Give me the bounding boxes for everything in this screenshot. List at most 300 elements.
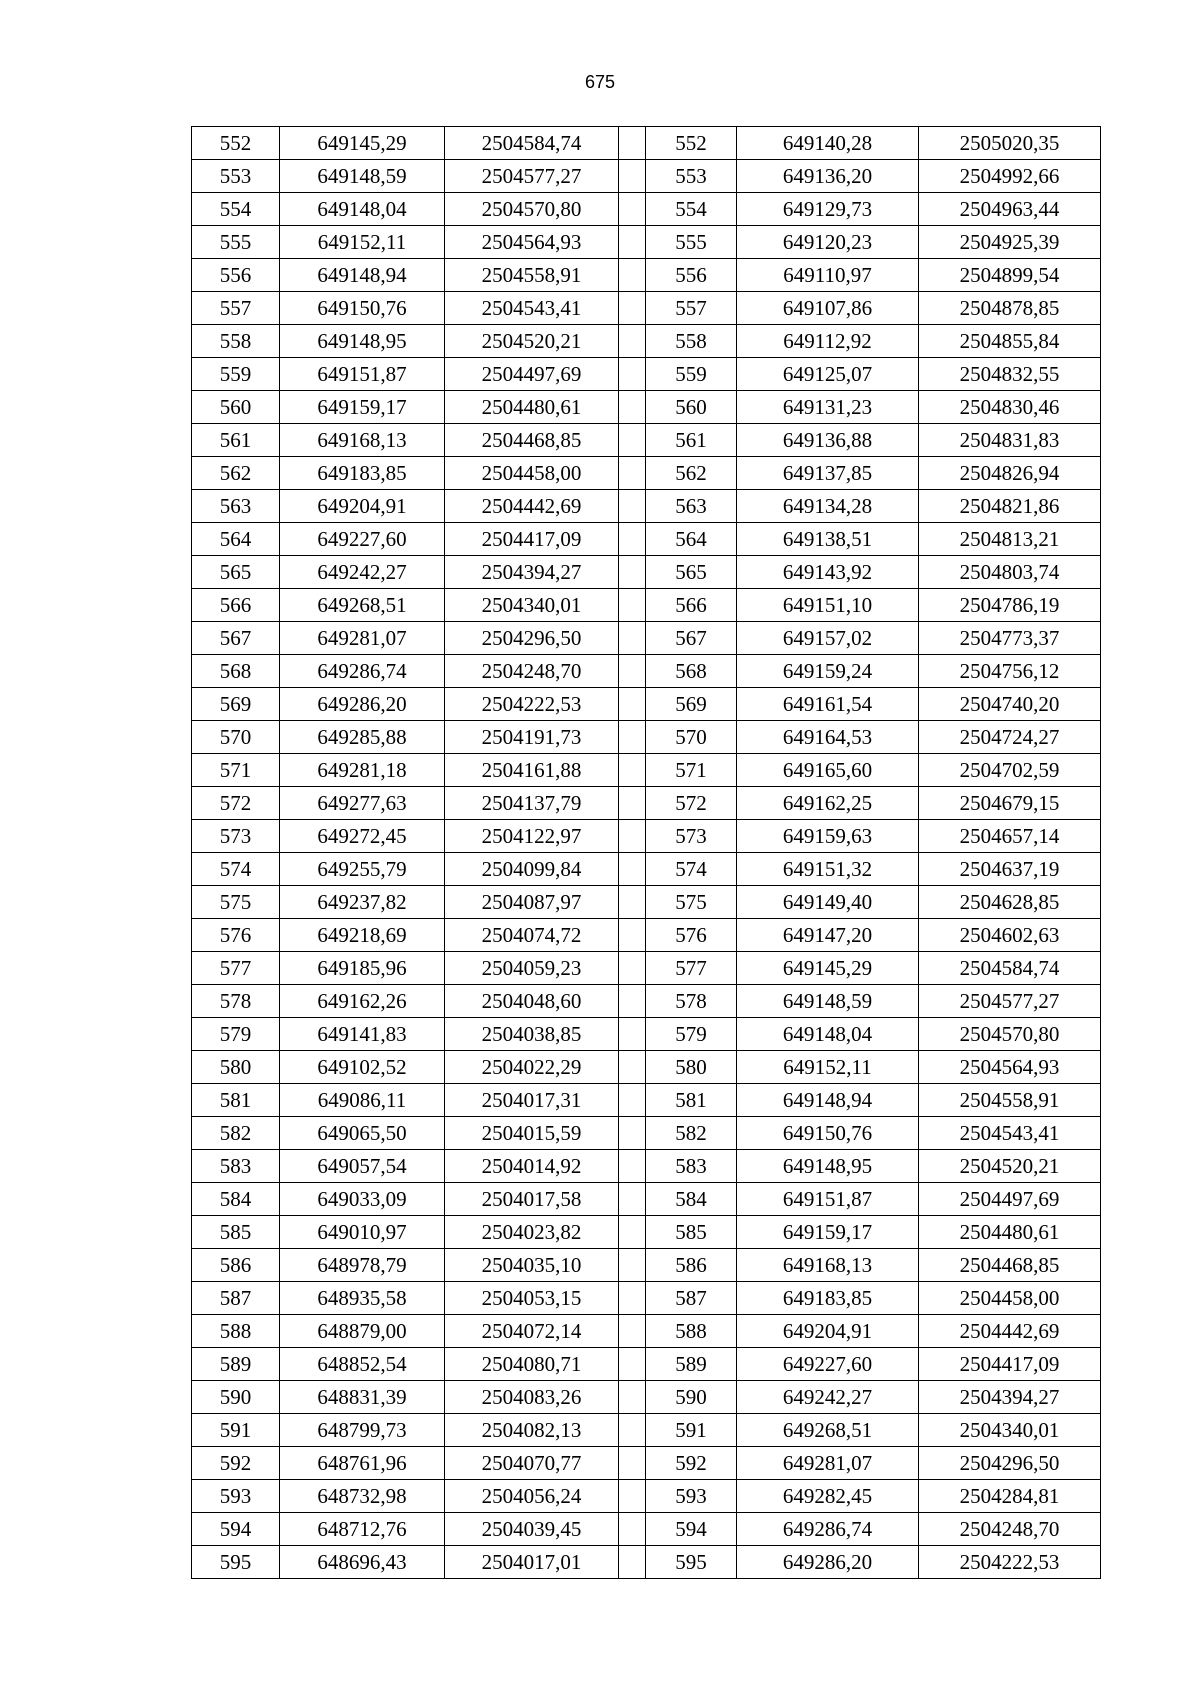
right-y-coordinate-cell: 2504296,50 xyxy=(919,1447,1101,1480)
table-row xyxy=(192,1018,1101,1051)
right-y-coordinate-cell: 2505020,35 xyxy=(919,127,1101,160)
left-x-coordinate-cell: 649057,54 xyxy=(280,1150,445,1183)
table-row xyxy=(192,490,1101,523)
right-y-coordinate-cell: 2504628,85 xyxy=(919,886,1101,919)
left-x-coordinate-cell: 649218,69 xyxy=(280,919,445,952)
right-x-coordinate-cell: 649137,85 xyxy=(737,457,919,490)
table-row xyxy=(192,919,1101,952)
separator-cell xyxy=(619,688,646,721)
left-y-coordinate-cell: 2504340,01 xyxy=(445,589,619,622)
right-point-number-cell: 584 xyxy=(646,1183,737,1216)
left-y-coordinate-cell: 2504017,31 xyxy=(445,1084,619,1117)
right-y-coordinate-cell: 2504637,19 xyxy=(919,853,1101,886)
left-y-coordinate-cell: 2504137,79 xyxy=(445,787,619,820)
left-x-coordinate-cell: 649150,76 xyxy=(280,292,445,325)
table-row xyxy=(192,325,1101,358)
left-point-number-cell: 569 xyxy=(192,688,280,721)
right-x-coordinate-cell: 649183,85 xyxy=(737,1282,919,1315)
left-x-coordinate-cell: 649168,13 xyxy=(280,424,445,457)
right-point-number-cell: 579 xyxy=(646,1018,737,1051)
table-row xyxy=(192,226,1101,259)
left-x-coordinate-cell: 648852,54 xyxy=(280,1348,445,1381)
left-x-coordinate-cell: 649204,91 xyxy=(280,490,445,523)
separator-cell xyxy=(619,1249,646,1282)
right-point-number-cell: 578 xyxy=(646,985,737,1018)
left-x-coordinate-cell: 649281,18 xyxy=(280,754,445,787)
separator-cell xyxy=(619,358,646,391)
right-x-coordinate-cell: 649165,60 xyxy=(737,754,919,787)
page-number: 675 xyxy=(584,72,616,92)
right-x-coordinate-cell: 649157,02 xyxy=(737,622,919,655)
right-point-number-cell: 582 xyxy=(646,1117,737,1150)
coordinates-table xyxy=(191,126,1101,1579)
right-y-coordinate-cell: 2504679,15 xyxy=(919,787,1101,820)
right-point-number-cell: 554 xyxy=(646,193,737,226)
right-x-coordinate-cell: 649129,73 xyxy=(737,193,919,226)
left-x-coordinate-cell: 648978,79 xyxy=(280,1249,445,1282)
left-x-coordinate-cell: 649277,63 xyxy=(280,787,445,820)
table-row xyxy=(192,1381,1101,1414)
left-x-coordinate-cell: 649286,74 xyxy=(280,655,445,688)
right-y-coordinate-cell: 2504520,21 xyxy=(919,1150,1101,1183)
separator-cell xyxy=(619,160,646,193)
right-y-coordinate-cell: 2504786,19 xyxy=(919,589,1101,622)
separator-cell xyxy=(619,589,646,622)
separator-cell xyxy=(619,820,646,853)
left-y-coordinate-cell: 2504296,50 xyxy=(445,622,619,655)
left-y-coordinate-cell: 2504056,24 xyxy=(445,1480,619,1513)
left-point-number-cell: 592 xyxy=(192,1447,280,1480)
left-point-number-cell: 564 xyxy=(192,523,280,556)
right-y-coordinate-cell: 2504756,12 xyxy=(919,655,1101,688)
left-x-coordinate-cell: 649148,04 xyxy=(280,193,445,226)
left-point-number-cell: 591 xyxy=(192,1414,280,1447)
right-x-coordinate-cell: 649136,20 xyxy=(737,160,919,193)
right-y-coordinate-cell: 2504855,84 xyxy=(919,325,1101,358)
right-point-number-cell: 556 xyxy=(646,259,737,292)
separator-cell xyxy=(619,1084,646,1117)
left-point-number-cell: 589 xyxy=(192,1348,280,1381)
separator-cell xyxy=(619,1183,646,1216)
right-x-coordinate-cell: 649107,86 xyxy=(737,292,919,325)
right-x-coordinate-cell: 649125,07 xyxy=(737,358,919,391)
table-row xyxy=(192,589,1101,622)
table-row xyxy=(192,160,1101,193)
left-y-coordinate-cell: 2504564,93 xyxy=(445,226,619,259)
left-y-coordinate-cell: 2504083,26 xyxy=(445,1381,619,1414)
left-x-coordinate-cell: 649183,85 xyxy=(280,457,445,490)
right-x-coordinate-cell: 649282,45 xyxy=(737,1480,919,1513)
left-y-coordinate-cell: 2504035,10 xyxy=(445,1249,619,1282)
left-y-coordinate-cell: 2504080,71 xyxy=(445,1348,619,1381)
left-point-number-cell: 572 xyxy=(192,787,280,820)
right-point-number-cell: 575 xyxy=(646,886,737,919)
separator-cell xyxy=(619,457,646,490)
left-point-number-cell: 555 xyxy=(192,226,280,259)
separator-cell xyxy=(619,622,646,655)
left-x-coordinate-cell: 649148,94 xyxy=(280,259,445,292)
separator-cell xyxy=(619,985,646,1018)
left-y-coordinate-cell: 2504048,60 xyxy=(445,985,619,1018)
right-x-coordinate-cell: 649152,11 xyxy=(737,1051,919,1084)
left-point-number-cell: 584 xyxy=(192,1183,280,1216)
left-y-coordinate-cell: 2504161,88 xyxy=(445,754,619,787)
left-point-number-cell: 557 xyxy=(192,292,280,325)
left-x-coordinate-cell: 649102,52 xyxy=(280,1051,445,1084)
left-y-coordinate-cell: 2504222,53 xyxy=(445,688,619,721)
right-x-coordinate-cell: 649110,97 xyxy=(737,259,919,292)
separator-cell xyxy=(619,1051,646,1084)
left-point-number-cell: 563 xyxy=(192,490,280,523)
left-y-coordinate-cell: 2504099,84 xyxy=(445,853,619,886)
separator-cell xyxy=(619,1414,646,1447)
separator-cell xyxy=(619,1282,646,1315)
left-point-number-cell: 575 xyxy=(192,886,280,919)
right-point-number-cell: 591 xyxy=(646,1414,737,1447)
left-y-coordinate-cell: 2504543,41 xyxy=(445,292,619,325)
right-y-coordinate-cell: 2504284,81 xyxy=(919,1480,1101,1513)
separator-cell xyxy=(619,391,646,424)
right-x-coordinate-cell: 649227,60 xyxy=(737,1348,919,1381)
left-point-number-cell: 587 xyxy=(192,1282,280,1315)
left-point-number-cell: 595 xyxy=(192,1546,280,1579)
right-x-coordinate-cell: 649120,23 xyxy=(737,226,919,259)
left-point-number-cell: 573 xyxy=(192,820,280,853)
left-y-coordinate-cell: 2504074,72 xyxy=(445,919,619,952)
right-x-coordinate-cell: 649204,91 xyxy=(737,1315,919,1348)
right-x-coordinate-cell: 649138,51 xyxy=(737,523,919,556)
right-y-coordinate-cell: 2504564,93 xyxy=(919,1051,1101,1084)
left-x-coordinate-cell: 649268,51 xyxy=(280,589,445,622)
right-y-coordinate-cell: 2504602,63 xyxy=(919,919,1101,952)
left-point-number-cell: 560 xyxy=(192,391,280,424)
right-y-coordinate-cell: 2504497,69 xyxy=(919,1183,1101,1216)
table-row xyxy=(192,259,1101,292)
left-y-coordinate-cell: 2504087,97 xyxy=(445,886,619,919)
right-x-coordinate-cell: 649145,29 xyxy=(737,952,919,985)
separator-cell xyxy=(619,787,646,820)
right-x-coordinate-cell: 649242,27 xyxy=(737,1381,919,1414)
table-row xyxy=(192,457,1101,490)
right-x-coordinate-cell: 649148,04 xyxy=(737,1018,919,1051)
left-x-coordinate-cell: 649065,50 xyxy=(280,1117,445,1150)
left-y-coordinate-cell: 2504480,61 xyxy=(445,391,619,424)
right-point-number-cell: 562 xyxy=(646,457,737,490)
left-y-coordinate-cell: 2504017,01 xyxy=(445,1546,619,1579)
left-x-coordinate-cell: 649010,97 xyxy=(280,1216,445,1249)
right-point-number-cell: 592 xyxy=(646,1447,737,1480)
right-x-coordinate-cell: 649136,88 xyxy=(737,424,919,457)
table-row xyxy=(192,292,1101,325)
left-point-number-cell: 580 xyxy=(192,1051,280,1084)
right-y-coordinate-cell: 2504442,69 xyxy=(919,1315,1101,1348)
left-point-number-cell: 566 xyxy=(192,589,280,622)
right-y-coordinate-cell: 2504248,70 xyxy=(919,1513,1101,1546)
separator-cell xyxy=(619,886,646,919)
left-x-coordinate-cell: 649145,29 xyxy=(280,127,445,160)
right-x-coordinate-cell: 649268,51 xyxy=(737,1414,919,1447)
right-x-coordinate-cell: 649147,20 xyxy=(737,919,919,952)
left-point-number-cell: 565 xyxy=(192,556,280,589)
left-y-coordinate-cell: 2504039,45 xyxy=(445,1513,619,1546)
left-y-coordinate-cell: 2504394,27 xyxy=(445,556,619,589)
left-x-coordinate-cell: 649148,59 xyxy=(280,160,445,193)
right-point-number-cell: 588 xyxy=(646,1315,737,1348)
left-point-number-cell: 571 xyxy=(192,754,280,787)
table-row xyxy=(192,1150,1101,1183)
table-row xyxy=(192,523,1101,556)
left-x-coordinate-cell: 648935,58 xyxy=(280,1282,445,1315)
right-y-coordinate-cell: 2504826,94 xyxy=(919,457,1101,490)
right-y-coordinate-cell: 2504543,41 xyxy=(919,1117,1101,1150)
right-y-coordinate-cell: 2504832,55 xyxy=(919,358,1101,391)
left-point-number-cell: 556 xyxy=(192,259,280,292)
table-row xyxy=(192,886,1101,919)
right-x-coordinate-cell: 649168,13 xyxy=(737,1249,919,1282)
right-x-coordinate-cell: 649161,54 xyxy=(737,688,919,721)
right-x-coordinate-cell: 649140,28 xyxy=(737,127,919,160)
table-row xyxy=(192,556,1101,589)
right-y-coordinate-cell: 2504558,91 xyxy=(919,1084,1101,1117)
left-y-coordinate-cell: 2504570,80 xyxy=(445,193,619,226)
table-row xyxy=(192,721,1101,754)
separator-cell xyxy=(619,1546,646,1579)
right-x-coordinate-cell: 649286,20 xyxy=(737,1546,919,1579)
right-point-number-cell: 581 xyxy=(646,1084,737,1117)
right-point-number-cell: 594 xyxy=(646,1513,737,1546)
left-point-number-cell: 562 xyxy=(192,457,280,490)
table-row xyxy=(192,985,1101,1018)
right-x-coordinate-cell: 649286,74 xyxy=(737,1513,919,1546)
table-row xyxy=(192,193,1101,226)
table-row xyxy=(192,1414,1101,1447)
left-point-number-cell: 577 xyxy=(192,952,280,985)
left-point-number-cell: 578 xyxy=(192,985,280,1018)
left-y-coordinate-cell: 2504577,27 xyxy=(445,160,619,193)
left-point-number-cell: 552 xyxy=(192,127,280,160)
right-point-number-cell: 576 xyxy=(646,919,737,952)
right-x-coordinate-cell: 649159,63 xyxy=(737,820,919,853)
left-y-coordinate-cell: 2504417,09 xyxy=(445,523,619,556)
right-point-number-cell: 595 xyxy=(646,1546,737,1579)
left-y-coordinate-cell: 2504584,74 xyxy=(445,127,619,160)
right-y-coordinate-cell: 2504740,20 xyxy=(919,688,1101,721)
right-x-coordinate-cell: 649281,07 xyxy=(737,1447,919,1480)
left-y-coordinate-cell: 2504023,82 xyxy=(445,1216,619,1249)
left-x-coordinate-cell: 649151,87 xyxy=(280,358,445,391)
right-point-number-cell: 583 xyxy=(646,1150,737,1183)
separator-cell xyxy=(619,1315,646,1348)
table-row xyxy=(192,952,1101,985)
left-x-coordinate-cell: 648712,76 xyxy=(280,1513,445,1546)
right-point-number-cell: 557 xyxy=(646,292,737,325)
right-point-number-cell: 577 xyxy=(646,952,737,985)
separator-cell xyxy=(619,556,646,589)
right-y-coordinate-cell: 2504899,54 xyxy=(919,259,1101,292)
right-x-coordinate-cell: 649159,17 xyxy=(737,1216,919,1249)
right-point-number-cell: 566 xyxy=(646,589,737,622)
right-point-number-cell: 570 xyxy=(646,721,737,754)
separator-cell xyxy=(619,1150,646,1183)
left-y-coordinate-cell: 2504038,85 xyxy=(445,1018,619,1051)
table-row xyxy=(192,391,1101,424)
table-row xyxy=(192,424,1101,457)
left-point-number-cell: 553 xyxy=(192,160,280,193)
right-point-number-cell: 568 xyxy=(646,655,737,688)
left-y-coordinate-cell: 2504017,58 xyxy=(445,1183,619,1216)
left-point-number-cell: 579 xyxy=(192,1018,280,1051)
right-point-number-cell: 564 xyxy=(646,523,737,556)
left-x-coordinate-cell: 649237,82 xyxy=(280,886,445,919)
left-point-number-cell: 559 xyxy=(192,358,280,391)
right-y-coordinate-cell: 2504417,09 xyxy=(919,1348,1101,1381)
table-row xyxy=(192,1513,1101,1546)
right-y-coordinate-cell: 2504584,74 xyxy=(919,952,1101,985)
left-x-coordinate-cell: 648879,00 xyxy=(280,1315,445,1348)
right-x-coordinate-cell: 649151,10 xyxy=(737,589,919,622)
right-point-number-cell: 561 xyxy=(646,424,737,457)
left-y-coordinate-cell: 2504022,29 xyxy=(445,1051,619,1084)
right-y-coordinate-cell: 2504878,85 xyxy=(919,292,1101,325)
right-x-coordinate-cell: 649148,95 xyxy=(737,1150,919,1183)
table-row xyxy=(192,1282,1101,1315)
left-y-coordinate-cell: 2504191,73 xyxy=(445,721,619,754)
right-point-number-cell: 553 xyxy=(646,160,737,193)
left-point-number-cell: 576 xyxy=(192,919,280,952)
left-y-coordinate-cell: 2504520,21 xyxy=(445,325,619,358)
separator-cell xyxy=(619,1117,646,1150)
left-y-coordinate-cell: 2504497,69 xyxy=(445,358,619,391)
separator-cell xyxy=(619,193,646,226)
table-row xyxy=(192,1447,1101,1480)
right-point-number-cell: 569 xyxy=(646,688,737,721)
left-y-coordinate-cell: 2504468,85 xyxy=(445,424,619,457)
left-point-number-cell: 574 xyxy=(192,853,280,886)
separator-cell xyxy=(619,1381,646,1414)
right-point-number-cell: 563 xyxy=(646,490,737,523)
left-y-coordinate-cell: 2504082,13 xyxy=(445,1414,619,1447)
table-row xyxy=(192,1315,1101,1348)
left-y-coordinate-cell: 2504053,15 xyxy=(445,1282,619,1315)
left-x-coordinate-cell: 649285,88 xyxy=(280,721,445,754)
left-point-number-cell: 583 xyxy=(192,1150,280,1183)
separator-cell xyxy=(619,1480,646,1513)
right-y-coordinate-cell: 2504803,74 xyxy=(919,556,1101,589)
right-y-coordinate-cell: 2504813,21 xyxy=(919,523,1101,556)
right-point-number-cell: 558 xyxy=(646,325,737,358)
separator-cell xyxy=(619,1447,646,1480)
right-x-coordinate-cell: 649164,53 xyxy=(737,721,919,754)
right-x-coordinate-cell: 649150,76 xyxy=(737,1117,919,1150)
separator-cell xyxy=(619,292,646,325)
left-x-coordinate-cell: 649141,83 xyxy=(280,1018,445,1051)
right-y-coordinate-cell: 2504394,27 xyxy=(919,1381,1101,1414)
table-row xyxy=(192,1051,1101,1084)
right-point-number-cell: 559 xyxy=(646,358,737,391)
left-x-coordinate-cell: 649148,95 xyxy=(280,325,445,358)
left-point-number-cell: 594 xyxy=(192,1513,280,1546)
right-point-number-cell: 593 xyxy=(646,1480,737,1513)
separator-cell xyxy=(619,1216,646,1249)
right-y-coordinate-cell: 2504222,53 xyxy=(919,1546,1101,1579)
separator-cell xyxy=(619,325,646,358)
left-x-coordinate-cell: 649286,20 xyxy=(280,688,445,721)
left-y-coordinate-cell: 2504458,00 xyxy=(445,457,619,490)
table-row xyxy=(192,820,1101,853)
left-x-coordinate-cell: 648831,39 xyxy=(280,1381,445,1414)
separator-cell xyxy=(619,259,646,292)
left-x-coordinate-cell: 648732,98 xyxy=(280,1480,445,1513)
left-y-coordinate-cell: 2504122,97 xyxy=(445,820,619,853)
left-x-coordinate-cell: 649227,60 xyxy=(280,523,445,556)
right-point-number-cell: 573 xyxy=(646,820,737,853)
separator-cell xyxy=(619,226,646,259)
left-y-coordinate-cell: 2504442,69 xyxy=(445,490,619,523)
right-y-coordinate-cell: 2504773,37 xyxy=(919,622,1101,655)
separator-cell xyxy=(619,1348,646,1381)
left-point-number-cell: 582 xyxy=(192,1117,280,1150)
right-point-number-cell: 580 xyxy=(646,1051,737,1084)
left-y-coordinate-cell: 2504072,14 xyxy=(445,1315,619,1348)
left-x-coordinate-cell: 649281,07 xyxy=(280,622,445,655)
left-point-number-cell: 585 xyxy=(192,1216,280,1249)
right-y-coordinate-cell: 2504468,85 xyxy=(919,1249,1101,1282)
table-row xyxy=(192,1546,1101,1579)
separator-cell xyxy=(619,490,646,523)
right-point-number-cell: 587 xyxy=(646,1282,737,1315)
right-point-number-cell: 565 xyxy=(646,556,737,589)
table-row xyxy=(192,1117,1101,1150)
separator-cell xyxy=(619,1513,646,1546)
coordinates-table-body xyxy=(192,127,1101,1579)
right-y-coordinate-cell: 2504458,00 xyxy=(919,1282,1101,1315)
right-point-number-cell: 571 xyxy=(646,754,737,787)
right-y-coordinate-cell: 2504570,80 xyxy=(919,1018,1101,1051)
left-point-number-cell: 570 xyxy=(192,721,280,754)
separator-cell xyxy=(619,853,646,886)
right-point-number-cell: 586 xyxy=(646,1249,737,1282)
left-point-number-cell: 581 xyxy=(192,1084,280,1117)
table-row xyxy=(192,688,1101,721)
left-x-coordinate-cell: 649159,17 xyxy=(280,391,445,424)
separator-cell xyxy=(619,424,646,457)
right-x-coordinate-cell: 649151,32 xyxy=(737,853,919,886)
right-point-number-cell: 585 xyxy=(646,1216,737,1249)
left-y-coordinate-cell: 2504248,70 xyxy=(445,655,619,688)
table-row xyxy=(192,1183,1101,1216)
right-x-coordinate-cell: 649131,23 xyxy=(737,391,919,424)
table-row xyxy=(192,1348,1101,1381)
right-y-coordinate-cell: 2504831,83 xyxy=(919,424,1101,457)
right-x-coordinate-cell: 649148,59 xyxy=(737,985,919,1018)
left-y-coordinate-cell: 2504015,59 xyxy=(445,1117,619,1150)
left-point-number-cell: 588 xyxy=(192,1315,280,1348)
left-x-coordinate-cell: 649272,45 xyxy=(280,820,445,853)
right-y-coordinate-cell: 2504992,66 xyxy=(919,160,1101,193)
left-y-coordinate-cell: 2504014,92 xyxy=(445,1150,619,1183)
left-x-coordinate-cell: 649185,96 xyxy=(280,952,445,985)
left-x-coordinate-cell: 648761,96 xyxy=(280,1447,445,1480)
left-point-number-cell: 593 xyxy=(192,1480,280,1513)
right-x-coordinate-cell: 649151,87 xyxy=(737,1183,919,1216)
separator-cell xyxy=(619,919,646,952)
right-y-coordinate-cell: 2504480,61 xyxy=(919,1216,1101,1249)
left-point-number-cell: 568 xyxy=(192,655,280,688)
table-row xyxy=(192,655,1101,688)
table-row xyxy=(192,1480,1101,1513)
table-row xyxy=(192,1216,1101,1249)
right-y-coordinate-cell: 2504724,27 xyxy=(919,721,1101,754)
